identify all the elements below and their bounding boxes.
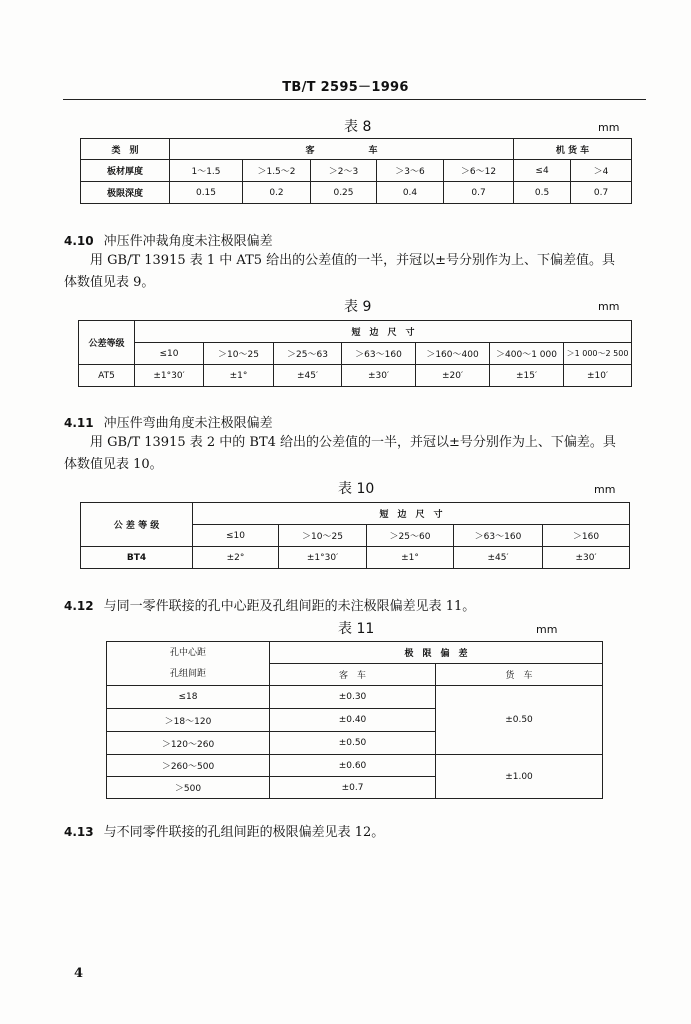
table9 xyxy=(78,320,632,387)
table11-freight-cell: ±1.00 xyxy=(436,755,603,799)
table8-cell: 0.7 xyxy=(571,182,632,204)
table10-column-header: ＞160 xyxy=(543,525,630,547)
table11-distance-label xyxy=(107,642,270,686)
table10-group-header: 短 边 尺 寸 xyxy=(193,503,630,525)
section-4-13-heading xyxy=(64,821,384,840)
table8-cell: ＞6～12 xyxy=(444,160,514,182)
table11-label-line: 孔组间距 xyxy=(169,668,206,679)
table11-passenger-cell: ±0.40 xyxy=(270,709,436,732)
table8-category-label: 类 别 xyxy=(81,139,170,160)
table11-range-cell: ＞18～120 xyxy=(107,709,270,732)
table10-cell: ±30′ xyxy=(543,547,630,569)
table8-cell: 0.15 xyxy=(170,182,243,204)
table10-column-header: ＞25～60 xyxy=(367,525,454,547)
paragraph-line: 用 GB/T 13915 表 2 中的 BT4 给出的公差值的一半，并冠以±号分别作为上、下偏差。具 xyxy=(90,435,616,450)
table8 xyxy=(80,138,632,204)
table11-passenger-cell: ±0.60 xyxy=(270,755,436,777)
table11-passenger-cell: ±0.30 xyxy=(270,686,436,709)
table8-cell: ＞2～3 xyxy=(311,160,377,182)
table8-cell: ＞1.5～2 xyxy=(243,160,311,182)
table11-freight-header: 货 车 xyxy=(436,664,603,686)
table11-passenger-cell: ±0.50 xyxy=(270,732,436,755)
header-rule xyxy=(63,99,646,100)
table9-cell: ±10′ xyxy=(564,365,632,387)
table11-group-header: 极 限 偏 差 xyxy=(270,642,603,664)
table10-grade-label: 公 差 等 级 xyxy=(81,503,193,547)
table9-column-header: ＞25～63 xyxy=(274,343,342,365)
table9-cell: ±1° xyxy=(204,365,274,387)
document-header-title: TB/T 2595－1996 xyxy=(282,80,409,95)
table8-cell: 0.4 xyxy=(377,182,444,204)
section-4-10-heading xyxy=(64,230,273,249)
table8-cell: 0.25 xyxy=(311,182,377,204)
table11 xyxy=(106,641,603,799)
table10-cell: ±1° xyxy=(367,547,454,569)
table9-cell: ±45′ xyxy=(274,365,342,387)
table11-range-cell: ＞120～260 xyxy=(107,732,270,755)
table10-column-header: ≤10 xyxy=(193,525,279,547)
table8-cell: 0.5 xyxy=(514,182,571,204)
table9-cell: ±1°30′ xyxy=(135,365,204,387)
table8-caption: 表 8 xyxy=(344,119,372,135)
table9-grade-label: 公差等级 xyxy=(79,321,135,365)
paragraph-line: 体数值见表 10。 xyxy=(64,457,163,472)
table8-cell: 0.7 xyxy=(444,182,514,204)
section-4-10-body xyxy=(64,250,648,294)
paragraph-line: 体数值见表 9。 xyxy=(64,275,155,290)
table8-cell: ≤4 xyxy=(514,160,571,182)
section-text: 与同一零件联接的孔中心距及孔组间距的未注极限偏差见表 11。 xyxy=(103,599,476,614)
table10-column-header: ＞10～25 xyxy=(279,525,367,547)
table11-range-cell: ＞500 xyxy=(107,777,270,799)
table8-freight-header: 机 货 车 xyxy=(514,139,632,160)
section-number: 4.10 xyxy=(64,234,94,248)
table8-unit: mm xyxy=(598,121,620,134)
table10-row-label: BT4 xyxy=(81,547,193,569)
section-4-12-heading xyxy=(64,595,475,614)
table11-label-line: 孔中心距 xyxy=(169,647,206,658)
section-number: 4.12 xyxy=(64,599,94,613)
section-number: 4.11 xyxy=(64,416,94,430)
table9-column-header: ＞10～25 xyxy=(204,343,274,365)
paragraph-line: 用 GB/T 13915 表 1 中 AT5 给出的公差值的一半，并冠以±号分别作为上、下偏差值。具 xyxy=(90,253,616,268)
section-title: 冲压件弯曲角度未注极限偏差 xyxy=(103,416,273,431)
table10-cell: ±45′ xyxy=(454,547,543,569)
table9-column-header: ＞63～160 xyxy=(342,343,416,365)
table9-unit: mm xyxy=(598,300,620,313)
table8-cell: ＞4 xyxy=(571,160,632,182)
page-number: 4 xyxy=(74,966,84,981)
table8-thickness-label: 板材厚度 xyxy=(81,160,170,182)
table9-column-header: ＞1 000～2 500 xyxy=(564,343,632,365)
table8-depth-label: 极限深度 xyxy=(81,182,170,204)
table10 xyxy=(80,502,630,569)
table9-row-label: AT5 xyxy=(79,365,135,387)
table11-range-cell: ≤18 xyxy=(107,686,270,709)
table10-unit: mm xyxy=(594,483,616,496)
table9-column-header: ＞400～1 000 xyxy=(490,343,564,365)
table9-column-header: ≤10 xyxy=(135,343,204,365)
table11-passenger-cell: ±0.7 xyxy=(270,777,436,799)
table11-passenger-header: 客 车 xyxy=(270,664,436,686)
table9-column-header: ＞160～400 xyxy=(416,343,490,365)
table10-column-header: ＞63～160 xyxy=(454,525,543,547)
table9-cell: ±20′ xyxy=(416,365,490,387)
table11-freight-cell: ±0.50 xyxy=(436,686,603,755)
table10-cell: ±1°30′ xyxy=(279,547,367,569)
table11-range-cell: ＞260～500 xyxy=(107,755,270,777)
table9-caption: 表 9 xyxy=(344,299,372,315)
section-number: 4.13 xyxy=(64,825,94,839)
section-4-11-body xyxy=(64,432,648,476)
table9-group-header: 短 边 尺 寸 xyxy=(135,321,632,343)
table10-caption: 表 10 xyxy=(338,481,375,497)
table8-passenger-header: 客 车 xyxy=(170,139,514,160)
section-4-11-heading xyxy=(64,412,273,431)
section-title: 冲压件冲裁角度未注极限偏差 xyxy=(103,234,273,249)
table9-cell: ±30′ xyxy=(342,365,416,387)
table11-caption: 表 11 xyxy=(338,621,375,637)
table9-cell: ±15′ xyxy=(490,365,564,387)
table10-cell: ±2° xyxy=(193,547,279,569)
table11-unit: mm xyxy=(536,623,558,636)
table8-cell: ＞3～6 xyxy=(377,160,444,182)
table8-cell: 1～1.5 xyxy=(170,160,243,182)
section-text: 与不同零件联接的孔组间距的极限偏差见表 12。 xyxy=(103,825,385,840)
table8-cell: 0.2 xyxy=(243,182,311,204)
